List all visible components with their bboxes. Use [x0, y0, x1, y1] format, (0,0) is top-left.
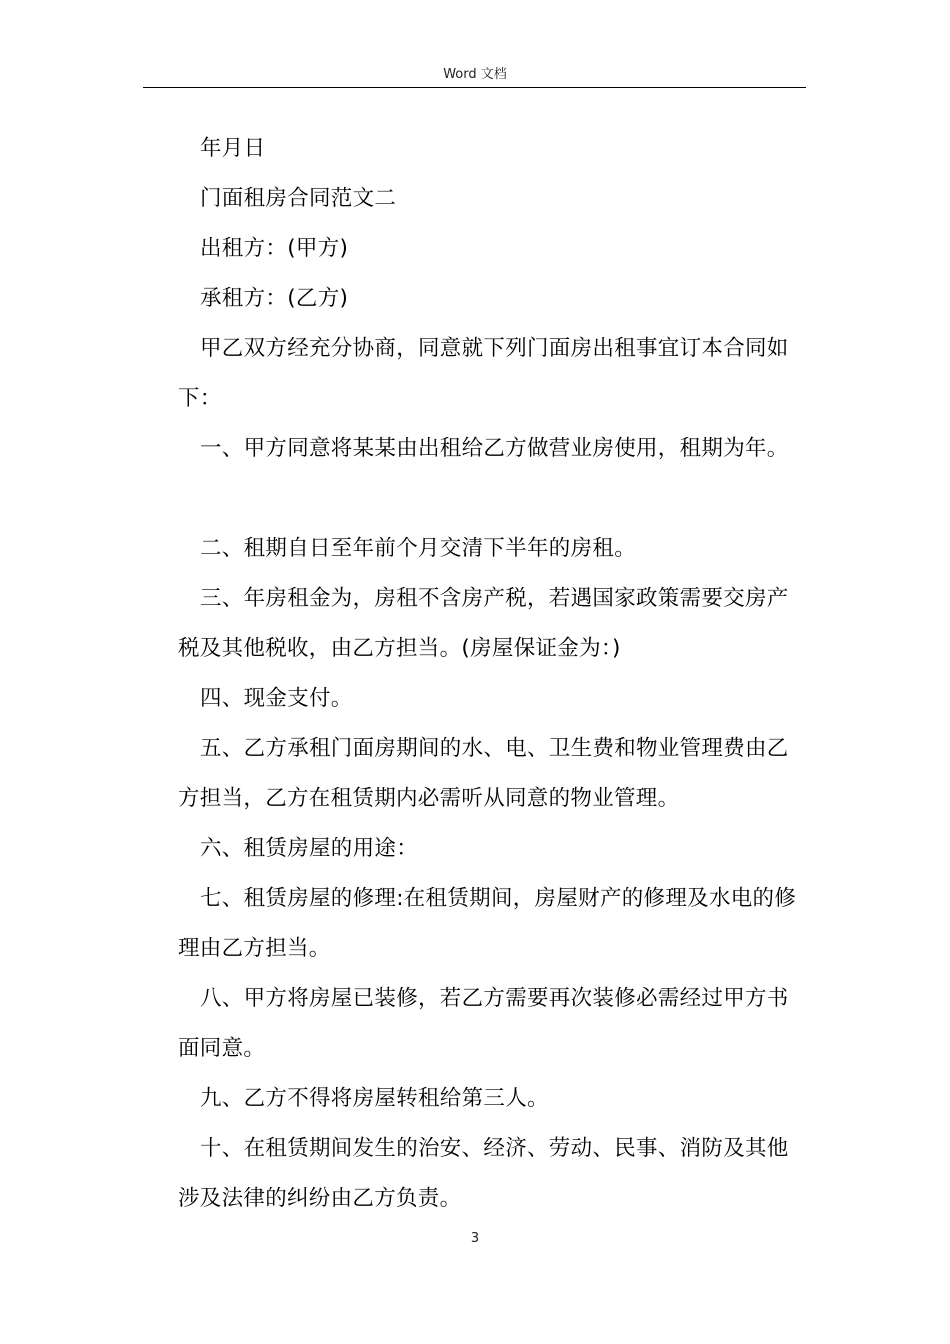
paragraph-lessee: 承租方：(乙方) — [200, 286, 349, 311]
paragraph-preamble: 甲乙双方经充分协商，同意就下列门面房出租事宜订本合同如下： — [178, 336, 789, 411]
paragraph-lessor: 出租方：(甲方) — [200, 236, 349, 261]
paragraph-date: 年月日 — [200, 136, 266, 161]
paragraph-contract-title: 门面租房合同范文二 — [200, 186, 397, 211]
page-number: 3 — [470, 1231, 480, 1246]
paragraph-clause-10: 十、在租赁期间发生的治安、经济、劳动、民事、消防及其他涉及法律的纠纷由乙方负责。 — [178, 1136, 789, 1211]
paragraph-clause-5: 五、乙方承租门面房期间的水、电、卫生费和物业管理费由乙方担当，乙方在租赁期内必需听从同意的物业管理。 — [178, 736, 789, 811]
paragraph-clause-7: 七、租赁房屋的修理:在租赁期间，房屋财产的修理及水电的修理由乙方担当。 — [178, 886, 797, 961]
document-body — [178, 124, 804, 1224]
blank-line — [178, 474, 804, 524]
paragraph-clause-2: 二、租期自日至年前个月交清下半年的房租。 — [200, 536, 637, 561]
paragraph-clause-8: 八、甲方将房屋已装修，若乙方需要再次装修必需经过甲方书面同意。 — [178, 986, 789, 1061]
paragraph-clause-4: 四、现金支付。 — [200, 686, 353, 711]
paragraph-clause-9: 九、乙方不得将房屋转租给第三人。 — [200, 1086, 549, 1111]
paragraph-clause-1: 一、甲方同意将某某由出租给乙方做营业房使用，租期为年。 — [200, 436, 789, 461]
header-divider — [143, 87, 806, 88]
document-header-title: Word 文档 — [443, 67, 507, 82]
paragraph-clause-6: 六、租赁房屋的用途： — [200, 836, 419, 861]
paragraph-clause-3: 三、年房租金为，房租不含房产税，若遇国家政策需要交房产税及其他税收，由乙方担当。(房屋保证金为：) — [178, 586, 789, 661]
